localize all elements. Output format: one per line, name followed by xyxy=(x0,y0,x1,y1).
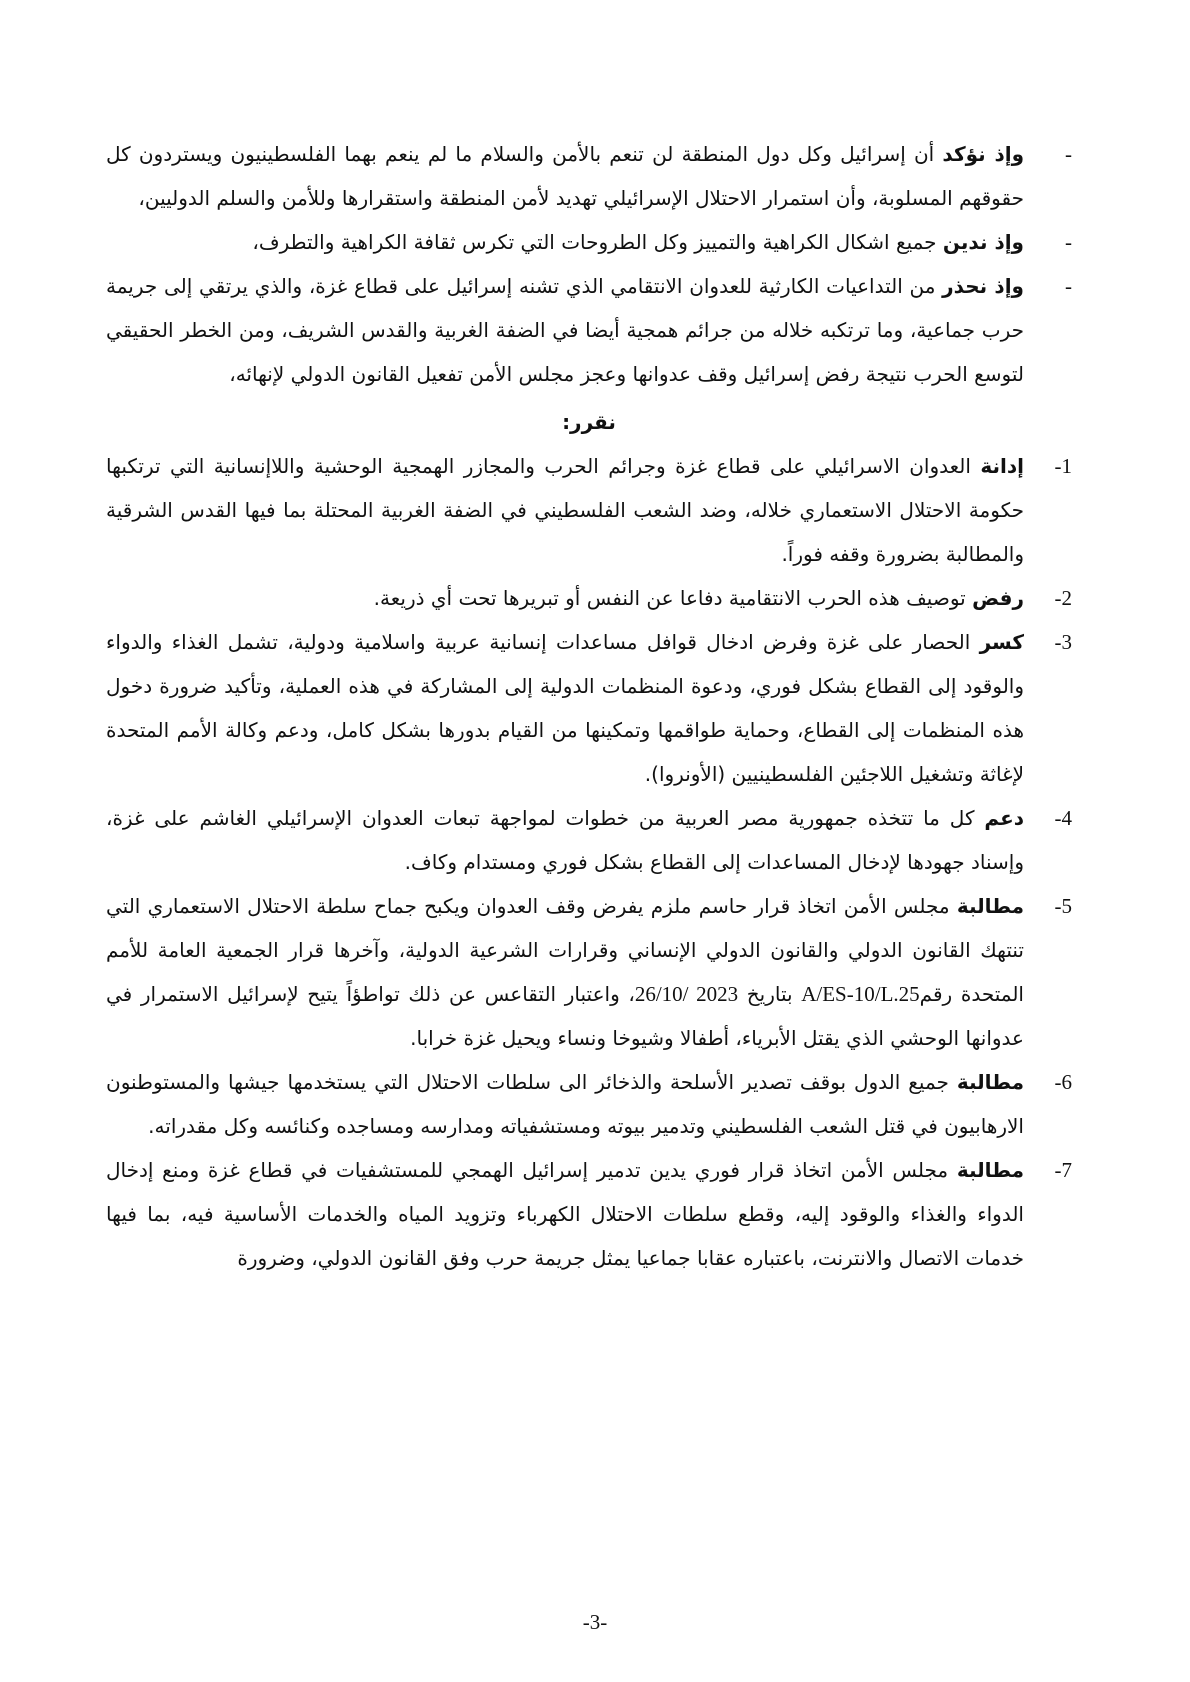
decision-item-5 xyxy=(106,884,1072,1060)
decision-paragraph xyxy=(106,576,1024,620)
lead-phrase: وإذ نؤكد xyxy=(942,142,1024,166)
lead-phrase: وإذ ندين xyxy=(942,230,1024,254)
item-number: -4 xyxy=(1054,806,1072,830)
document-body xyxy=(106,132,1072,1280)
paragraph-text: توصيف هذه الحرب الانتقامية دفاعا عن النفس أو تبريرها تحت أي ذريعة. xyxy=(373,586,973,610)
paragraph-text: كل ما تتخذه جمهورية مصر العربية من خطوات لمواجهة تبعات العدوان الإسرائيلي الغاشم على غزة، وإسناد جهودها لإدخال المساعدات إلى القطاع بشكل فوري ومستدام وكاف. xyxy=(106,806,1024,874)
decision-paragraph xyxy=(106,1148,1024,1280)
preamble-item-3 xyxy=(106,264,1072,396)
decision-paragraph xyxy=(106,444,1024,576)
paragraph-text: ، واعتبار التقاعس عن ذلك تواطؤاً يتيح لإسرائيل الاستمرار في عدوانها الوحشي الذي يقتل الأبرياء، أطفالا وشيوخا ونساء ويحيل غزة خرابا. xyxy=(106,982,1024,1050)
lead-phrase: مطالبة xyxy=(956,894,1024,918)
lead-phrase: رفض xyxy=(972,586,1024,610)
lead-phrase: وإذ نحذر xyxy=(942,274,1024,298)
preamble-item-2 xyxy=(106,220,1072,264)
decision-paragraph xyxy=(106,884,1024,1060)
lead-phrase: كسر xyxy=(979,630,1024,654)
preamble-item-1 xyxy=(106,132,1072,220)
decision-paragraph xyxy=(106,620,1024,796)
bullet-marker: - xyxy=(1065,142,1072,166)
bullet-marker: - xyxy=(1065,274,1072,298)
item-number: -1 xyxy=(1054,454,1072,478)
preamble-section xyxy=(106,132,1072,396)
decision-item-3 xyxy=(106,620,1072,796)
preamble-paragraph xyxy=(106,264,1024,396)
paragraph-text: الحصار على غزة وفرض ادخال قوافل مساعدات إنسانية عربية واسلامية ودولية، تشمل الغذاء والدواء والوقود إلى القطاع بشكل فوري، ودعوة المنظمات الدولية إلى المشاركة في هذه العملية، وتأكيد ضرورة دخول هذه المنظمات إلى القطاع، وحماية طواقمها وتمكينها من القيام بدورها بشكل كامل، ودعم وكالة الأمم المتحدة لإغاثة وتشغيل اللاجئين الفلسطينيين (الأونروا). xyxy=(106,630,1024,786)
decision-heading: نقرر: xyxy=(562,410,616,434)
bullet-marker: - xyxy=(1065,230,1072,254)
decision-item-4 xyxy=(106,796,1072,884)
decisions-section xyxy=(106,444,1072,1280)
lead-phrase: مطالبة xyxy=(956,1070,1024,1094)
preamble-paragraph xyxy=(106,132,1024,220)
decision-paragraph xyxy=(106,796,1024,884)
lead-phrase: دعم xyxy=(984,806,1024,830)
lead-phrase: مطالبة xyxy=(956,1158,1024,1182)
decision-item-6 xyxy=(106,1060,1072,1148)
paragraph-text: أن إسرائيل وكل دول المنطقة لن تنعم بالأمن والسلام ما لم ينعم بهما الفلسطينيون ويستردون كل حقوقهم المسلوبة، وأن استمرار الاحتلال الإسرائيلي تهديد لأمن المنطقة واستقرارها وللأمن والسلم الدوليين، xyxy=(106,142,1024,210)
decision-item-1 xyxy=(106,444,1072,576)
page-number: -3- xyxy=(582,1610,608,1634)
item-number: -5 xyxy=(1054,894,1072,918)
paragraph-text: جميع الدول بوقف تصدير الأسلحة والذخائر الى سلطات الاحتلال التي يستخدمها جيشها والمستوطنون الارهابيون في قتل الشعب الفلسطيني وتدمير بيوته ومستشفياته ومدارسه ومساجده وكنائسه وكل مقدراته. xyxy=(106,1070,1024,1138)
decision-item-2 xyxy=(106,576,1072,620)
paragraph-text: بتاريخ xyxy=(738,982,802,1006)
preamble-paragraph xyxy=(106,220,1024,264)
lead-phrase: إدانة xyxy=(980,454,1024,478)
item-number: -7 xyxy=(1054,1158,1072,1182)
decision-item-7 xyxy=(106,1148,1072,1280)
item-number: -3 xyxy=(1054,630,1072,654)
paragraph-text: جميع اشكال الكراهية والتمييز وكل الطروحات التي تكرس ثقافة الكراهية والتطرف، xyxy=(252,230,943,254)
item-number: -2 xyxy=(1054,586,1072,610)
paragraph-text: العدوان الاسرائيلي على قطاع غزة وجرائم الحرب والمجازر الهمجية الوحشية واللاإنسانية التي ترتكبها حكومة الاحتلال الاستعماري خلاله، وضد الشعب الفلسطيني في الضفة الغربية المحتلة بما فيها القدس الشرقية والمطالبة بضرورة وقفه فوراً. xyxy=(106,454,1024,566)
resolution-date: 26/10/ 2023 xyxy=(634,982,739,1006)
paragraph-text: مجلس الأمن اتخاذ قرار فوري يدين تدمير إسرائيل الهمجي للمستشفيات في قطاع غزة ومنع إدخال الدواء والغذاء والوقود إليه، وقطع سلطات الاحتلال الكهرباء وتزويد المياه والخدمات الأساسية فيه، بما فيها خدمات الاتصال والانترنت، باعتباره عقابا جماعيا يمثل جريمة حرب وفق القانون الدولي، وضرورة xyxy=(106,1158,1024,1270)
item-number: -6 xyxy=(1054,1070,1072,1094)
resolution-reference: A/ES-10/L.25 xyxy=(801,982,920,1006)
paragraph-text: مجلس الأمن اتخاذ قرار حاسم ملزم يفرض وقف العدوان ويكبح جماح سلطة الاحتلال الاستعماري التي تنتهك القانون الدولي والقانون الدولي الإنساني وقرارات الشرعية الدولية، وآخرها قرار الجمعية العامة للأمم المتحدة رقم xyxy=(106,894,1024,1006)
paragraph-text: من التداعيات الكارثية للعدوان الانتقامي الذي تشنه إسرائيل على قطاع غزة، والذي يرتقي إلى جريمة حرب جماعية، وما ترتكبه خلاله من جرائم همجية أيضا في الضفة الغربية والقدس الشريف، ومن الخطر الحقيقي لتوسع الحرب نتيجة رفض إسرائيل وقف عدوانها وعجز مجلس الأمن تفعيل القانون الدولي لإنهائه، xyxy=(106,274,1024,386)
decision-paragraph xyxy=(106,1060,1024,1148)
